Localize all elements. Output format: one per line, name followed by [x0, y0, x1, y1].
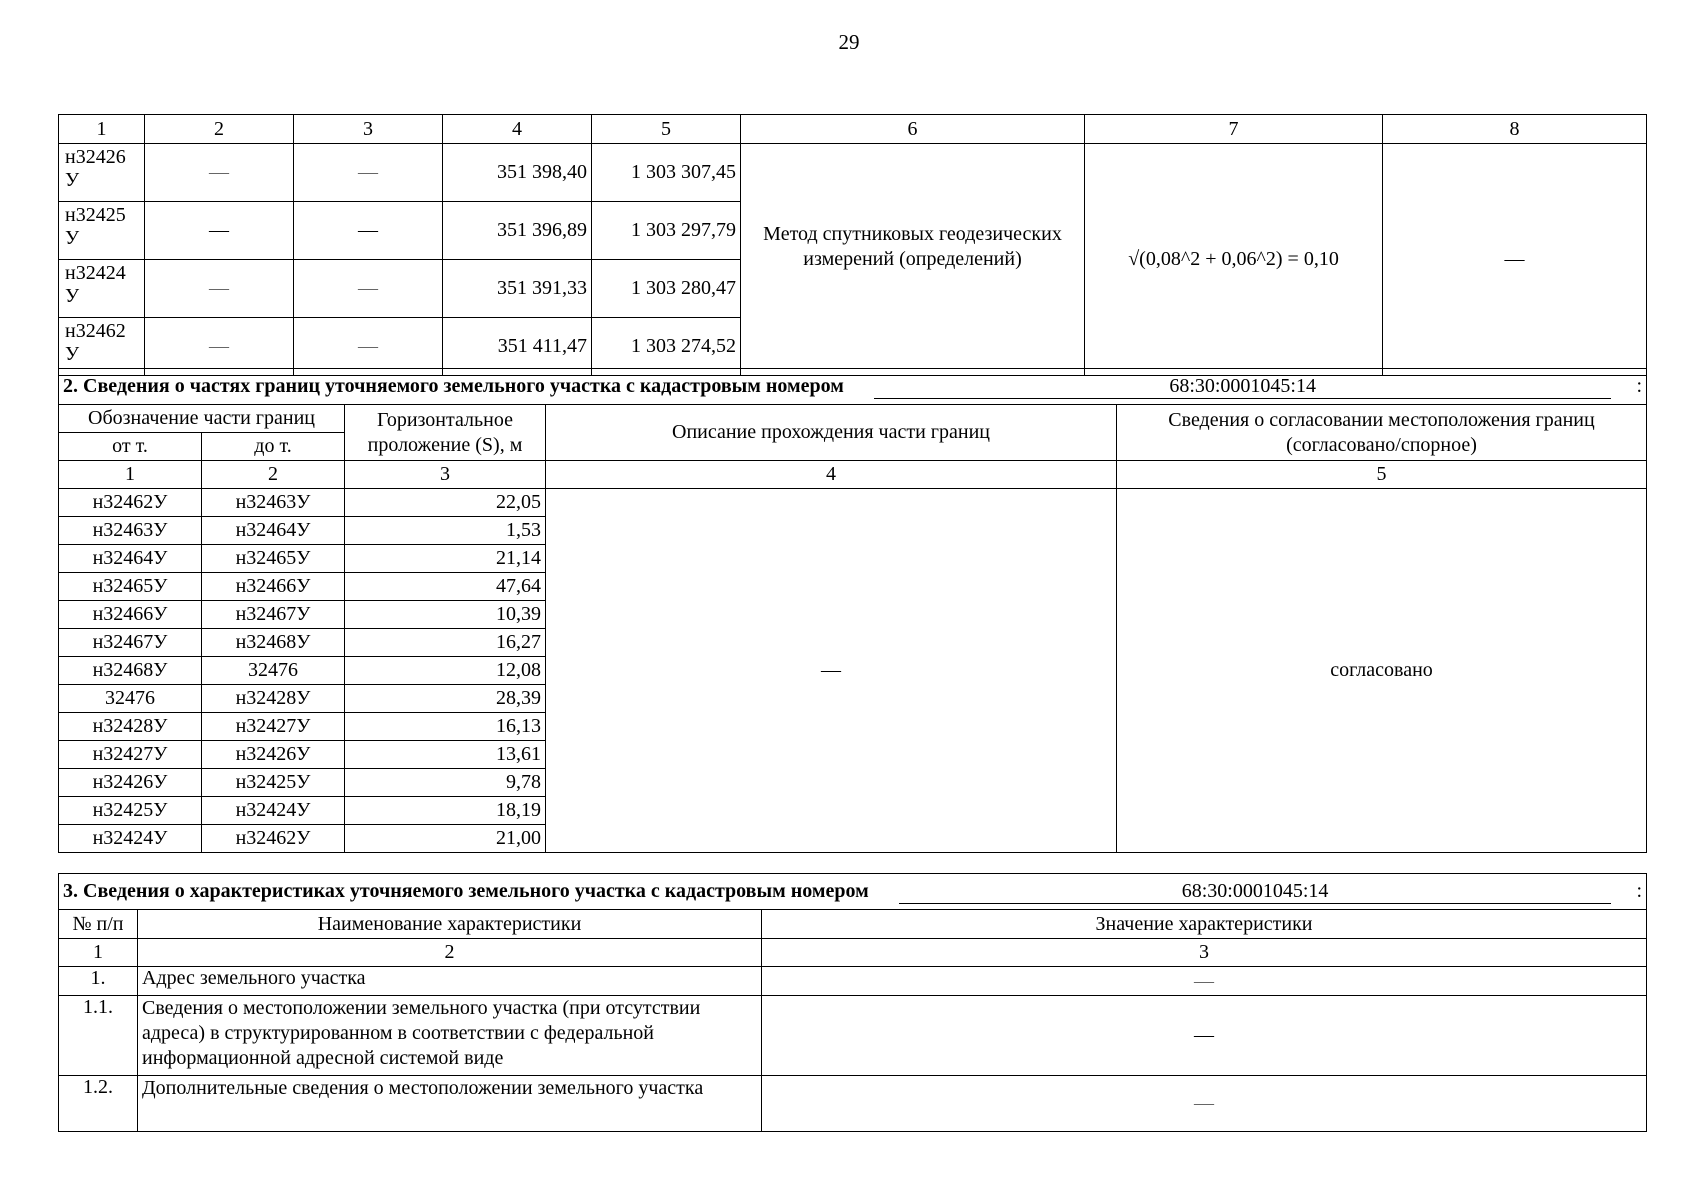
header-part-designation: Обозначение части границ — [59, 405, 345, 433]
section-3-heading: 3. Сведения о характеристиках уточняемого земельного участка с кадастровым номером — [63, 880, 869, 902]
method-cell: Метод спутниковых геодезических измерений (определений) — [741, 144, 1085, 376]
length-value: 28,39 — [345, 685, 546, 713]
point-name: н32426 У — [59, 144, 145, 202]
length-value: 22,05 — [345, 489, 546, 517]
column-number: 3 — [294, 115, 443, 144]
section-2-heading: 2. Сведения о частях границ уточняемого земельного участка с кадастровым номером — [63, 375, 844, 397]
to-point: н32464У — [202, 517, 345, 545]
table-row — [59, 996, 1647, 1076]
header-to-point: до т. — [202, 433, 345, 461]
header-characteristic-value: Значение характеристики — [762, 910, 1647, 939]
colon: : — [1636, 880, 1642, 902]
characteristic-value: — — [762, 1076, 1647, 1132]
column-number: 1 — [59, 115, 145, 144]
coordinate-x: 351 411,47 — [443, 318, 592, 376]
from-point: н32427У — [59, 741, 202, 769]
to-point: н32427У — [202, 713, 345, 741]
table-row — [59, 1076, 1647, 1132]
empty-cell: — — [294, 144, 443, 202]
empty-cell: — — [145, 202, 294, 260]
coordinate-y: 1 303 274,52 — [592, 318, 741, 376]
table-header-row — [59, 910, 1647, 939]
from-point: н32428У — [59, 713, 202, 741]
from-point: 32476 — [59, 685, 202, 713]
coordinates-table — [58, 114, 1647, 376]
column-number: 1 — [59, 461, 202, 489]
length-value: 18,19 — [345, 797, 546, 825]
section-title-row — [59, 369, 1647, 405]
table-header-row — [59, 405, 1647, 433]
header-characteristic-name: Наименование характеристики — [138, 910, 762, 939]
point-name: н32424 У — [59, 260, 145, 318]
header-agreement: Сведения о согласовании местоположения границ (согласовано/спорное) — [1117, 405, 1647, 461]
from-point: н32425У — [59, 797, 202, 825]
length-value: 9,78 — [345, 769, 546, 797]
header-from-point: от т. — [59, 433, 202, 461]
length-value: 12,08 — [345, 657, 546, 685]
coordinate-x: 351 396,89 — [443, 202, 592, 260]
from-point: н32462У — [59, 489, 202, 517]
section-title-row — [59, 874, 1647, 910]
to-point: н32428У — [202, 685, 345, 713]
empty-cell: — — [145, 144, 294, 202]
column-number-row — [59, 939, 1647, 967]
coordinate-y: 1 303 280,47 — [592, 260, 741, 318]
column-number: 6 — [741, 115, 1085, 144]
empty-cell: — — [294, 318, 443, 376]
characteristic-name: Адрес земельного участка — [138, 967, 762, 996]
to-point: н32467У — [202, 601, 345, 629]
from-point: н32465У — [59, 573, 202, 601]
point-name: н32462 У — [59, 318, 145, 376]
column-number: 4 — [546, 461, 1117, 489]
to-point: н32463У — [202, 489, 345, 517]
column-number: 2 — [145, 115, 294, 144]
cadastral-number: 68:30:0001045:14 — [874, 374, 1612, 399]
formula-cell: √(0,08^2 + 0,06^2) = 0,10 — [1085, 144, 1383, 376]
column-number: 3 — [345, 461, 546, 489]
page-number: 29 — [838, 30, 860, 54]
empty-cell: — — [145, 318, 294, 376]
from-point: н32424У — [59, 825, 202, 853]
to-point: н32468У — [202, 629, 345, 657]
length-value: 21,00 — [345, 825, 546, 853]
characteristics-table — [58, 873, 1647, 1132]
row-number: 1. — [59, 967, 138, 996]
length-value: 16,13 — [345, 713, 546, 741]
column-number: 1 — [59, 939, 138, 967]
section-3-title — [59, 874, 1647, 910]
to-point: 32476 — [202, 657, 345, 685]
to-point: н32426У — [202, 741, 345, 769]
empty-cell: — — [1383, 144, 1647, 376]
to-point: н32465У — [202, 545, 345, 573]
column-number: 7 — [1085, 115, 1383, 144]
from-point: н32466У — [59, 601, 202, 629]
length-value: 1,53 — [345, 517, 546, 545]
table-row — [59, 144, 1647, 202]
length-value: 10,39 — [345, 601, 546, 629]
from-point: н32467У — [59, 629, 202, 657]
column-number: 5 — [592, 115, 741, 144]
header-description: Описание прохождения части границ — [546, 405, 1117, 461]
table-row — [59, 967, 1647, 996]
from-point: н32463У — [59, 517, 202, 545]
point-name: н32425 У — [59, 202, 145, 260]
length-value: 21,14 — [345, 545, 546, 573]
header-horizontal-length: Горизонтальное проложение (S), м — [345, 405, 546, 461]
characteristic-value: — — [762, 967, 1647, 996]
header-number: № п/п — [59, 910, 138, 939]
to-point: н32425У — [202, 769, 345, 797]
from-point: н32464У — [59, 545, 202, 573]
description-cell: — — [546, 489, 1117, 853]
column-number: 4 — [443, 115, 592, 144]
characteristic-name: Дополнительные сведения о местоположении земельного участка — [138, 1076, 762, 1132]
column-number: 5 — [1117, 461, 1647, 489]
column-number: 3 — [762, 939, 1647, 967]
length-value: 16,27 — [345, 629, 546, 657]
coordinate-y: 1 303 307,45 — [592, 144, 741, 202]
characteristic-value: — — [762, 996, 1647, 1076]
coordinate-x: 351 398,40 — [443, 144, 592, 202]
table-row — [59, 489, 1647, 517]
column-number: 8 — [1383, 115, 1647, 144]
column-number-row — [59, 461, 1647, 489]
from-point: н32468У — [59, 657, 202, 685]
row-number: 1.1. — [59, 996, 138, 1076]
from-point: н32426У — [59, 769, 202, 797]
boundary-parts-table — [58, 368, 1647, 853]
coordinate-x: 351 391,33 — [443, 260, 592, 318]
table-header-row — [59, 115, 1647, 144]
length-value: 47,64 — [345, 573, 546, 601]
coordinate-y: 1 303 297,79 — [592, 202, 741, 260]
cadastral-number: 68:30:0001045:14 — [899, 879, 1612, 904]
column-number: 2 — [202, 461, 345, 489]
empty-cell: — — [294, 202, 443, 260]
agreement-cell: согласовано — [1117, 489, 1647, 853]
to-point: н32462У — [202, 825, 345, 853]
length-value: 13,61 — [345, 741, 546, 769]
colon: : — [1636, 375, 1642, 397]
empty-cell: — — [294, 260, 443, 318]
empty-cell: — — [145, 260, 294, 318]
section-2-title — [59, 369, 1647, 405]
to-point: н32466У — [202, 573, 345, 601]
characteristic-name: Сведения о местоположении земельного участка (при отсутствии адреса) в структурированном в соответствии с федеральной информационной адресной системой виде — [138, 996, 762, 1076]
to-point: н32424У — [202, 797, 345, 825]
row-number: 1.2. — [59, 1076, 138, 1132]
column-number: 2 — [138, 939, 762, 967]
